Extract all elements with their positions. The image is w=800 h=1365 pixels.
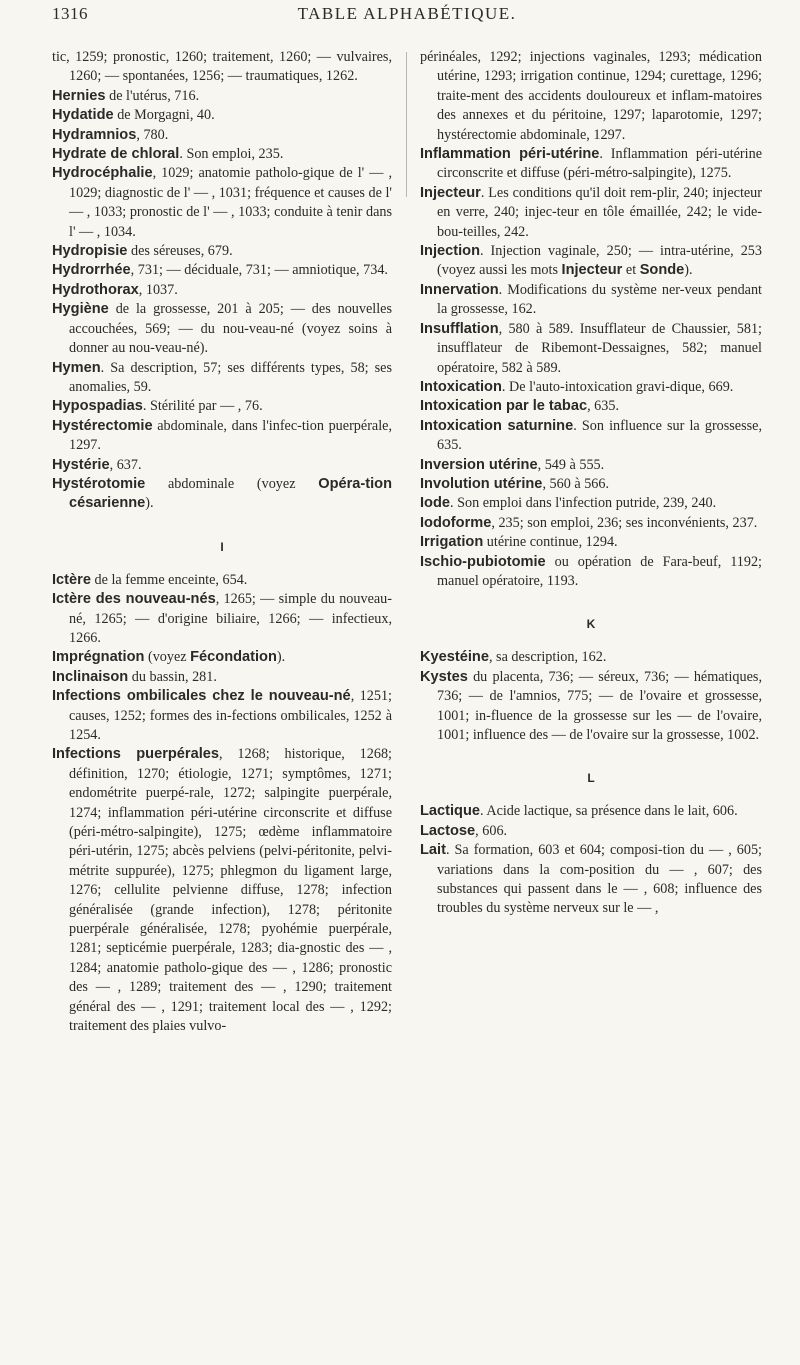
index-entry [52,745,392,1036]
entry-text: ). [145,495,154,512]
entry-term: Kyestéine [420,649,489,666]
index-entry [52,126,392,145]
entry-term: Innervation [420,281,499,298]
index-entry [52,397,392,416]
index-entry [52,668,392,687]
entry-term: Fécondation [190,649,277,666]
entry-text: (voyez [144,649,191,666]
entry-term: Hernies [52,87,106,104]
entry-text: ). [684,262,693,279]
page-header [52,0,762,36]
entry-text: . Son emploi dans l'infection putride, 239, 240. [450,495,717,512]
index-entry [52,359,392,398]
index-entry [420,48,762,145]
entry-term: Lactique [420,803,481,820]
entry-text: , 549 à 555. [537,456,605,473]
index-entry [52,48,392,87]
entry-text: . Sa description, 57; ses différents types, 58; ses anomalies, 59. [69,359,392,395]
index-entry [52,648,392,667]
entry-term: Injecteur [561,262,623,279]
entry-text: des séreuses, 679. [127,243,233,260]
entry-term: Inclinaison [52,668,129,685]
section-letter: L [587,771,595,786]
entry-text: . Modifications du système ner-veux pendant la grossesse, 162. [437,281,762,318]
entry-text: périnéales, 1292; injections vaginales, 1293; médication utérine, 1293; irrigation continue, 1294; curettage, 1296; traite-ment des accidents douloureux et inflam-matoires des annexes et du péritoine, 1297; laparotomie, 1297; hystérectomie abdominale, 1297. [420,49,762,143]
entry-text: . Acide lactique, sa présence dans le lait, 606. [480,803,738,820]
entry-text: abdominale, dans l'infec-tion puerpérale, 1297. [69,417,392,454]
entry-term: Hydrate de chloral [52,146,180,163]
left-column [52,48,392,1037]
index-entry [420,456,762,475]
index-entry [52,87,392,106]
entry-text: tic, 1259; pronostic, 1260; traitement, 1260; — vulvaires, 1260; — spontanées, 1256; — traumatiques, 1262. [52,49,392,85]
entry-text: du placenta, 736; — séreux, 736; — hématiques, 736; — de l'amnios, 775; — de l'ovaire et grossesse, 1001; in-fluence de la grossesse sur les — de l'ovaire, 1001; influence des — de l'ovaire sur la grossesse, 1002. [437,668,762,743]
entry-text: , sa description, 162. [488,649,607,666]
index-entry [420,553,762,592]
index-entry [420,281,762,320]
entry-text: utérine continue, 1294. [483,534,618,551]
entry-term: Involution utérine [420,475,543,492]
section-letter: I [220,539,224,554]
index-entry [52,475,392,514]
entry-text: . Stérilité par — , 76. [142,398,263,415]
index-entry [420,841,762,919]
entry-term: Imprégnation [52,649,145,666]
entry-term: Ictère des nouveau-nés [52,591,216,608]
index-entry [52,281,392,300]
index-entry [52,300,392,358]
index-entry [420,648,762,667]
entry-term: Iodoforme [420,514,492,531]
entry-term: Lactose [420,822,476,839]
entry-text: de l'utérus, 716. [105,87,200,104]
index-entry [52,456,392,475]
entry-term: Injection [420,243,480,260]
entry-term: Inflammation péri-utérine [420,146,600,163]
index-entry [420,145,762,184]
entry-text: et [622,262,640,279]
index-entry [420,242,762,281]
entry-term: Hydropisie [52,243,128,260]
entry-text: , 606. [475,822,508,839]
entry-text: . De l'auto-intoxication gravi-dique, 669. [501,378,734,395]
index-entry [420,320,762,378]
entry-text: , 1265; — simple du nouveau-né, 1265; — d'origine biliaire, 1266; — infectieux, 1266. [69,591,392,646]
entry-text: de la grossesse, 201 à 205; — des nouvelles accouchées, 569; — du nou-veau-né (voyez soins à donner au nou-veau-né). [69,301,392,357]
entry-term: Hydrocéphalie [52,165,153,182]
entry-term: Hymen [52,359,101,376]
entry-term: Opéra-tion césarienne [69,475,392,512]
entry-term: Insufflation [420,320,499,337]
entry-term: Intoxication saturnine [420,417,574,434]
entry-text: . Injection vaginale, 250; — intra-utérine, 253 (voyez aussi les mots [437,243,762,279]
entry-text: . Les conditions qu'il doit rem-plir, 240; injecteur en verre, 240; injec-teur en tôle émaillée, 242; le vide-bou-teilles, 242. [437,184,762,240]
section-letter: K [586,617,596,632]
entry-term: Hystérectomie [52,417,153,434]
entry-term: Hygiène [52,301,109,318]
index-entry [52,106,392,125]
entry-text: ou opération de Fara-beuf, 1192; manuel opératoire, 1193. [437,553,762,589]
entry-term: Hystérie [52,456,110,473]
entry-text: , 731; — déciduale, 731; — amniotique, 734. [130,262,388,279]
entry-text: , 560 à 566. [542,475,610,492]
entry-text: ). [276,649,286,666]
index-entry [420,802,762,821]
entry-term: Irrigation [420,534,484,551]
index-entry [52,590,392,648]
entry-term: Injecteur [420,184,481,201]
right-column [420,48,762,1037]
entry-term: Ictère [52,571,91,588]
entry-term: Kystes [420,668,468,685]
index-entry [52,164,392,242]
entry-term: Intoxication [420,378,502,395]
entry-text: , 235; son emploi, 236; ses inconvénients, 237. [491,514,758,531]
entry-text: . Son emploi, 235. [179,146,284,163]
entry-term: Hypospadias [52,398,143,415]
entry-text: , 780. [136,126,169,143]
index-entry [52,417,392,456]
entry-term: Hydrorrhée [52,262,131,279]
entry-text: . Son influence sur la grossesse, 635. [437,417,762,454]
entry-term: Infections puerpérales [52,746,220,763]
entry-term: Hydrothorax [52,281,139,298]
entry-text: de Morgagni, 40. [113,107,215,124]
index-entry [420,494,762,513]
entry-term: Inversion utérine [420,456,538,473]
entry-term: Ischio-pubiotomie [420,553,546,570]
entry-term: Infections ombilicales chez le nouveau-né [52,688,351,705]
entry-term: Intoxication par le tabac [420,398,588,415]
index-entry [420,475,762,494]
index-entry [420,378,762,397]
index-entry [420,184,762,242]
entry-text: , 1029; anatomie patholo-gique de l' — , 1029; diagnostic de l' — , 1031; fréquence et causes de l' — , 1033; pronostic de l' — , 1033; conduite à tenir dans l' — , 1034. [69,165,392,240]
entry-text: abdominale (voyez [145,475,319,492]
page-number: 1316 [52,4,88,23]
entry-text: . Sa formation, 603 et 604; composi-tion du — , 605; variations dans la com-position du — , 607; des substances qui passent dans le — , 608; influence des troubles du système nerveux sur le — , [437,842,762,917]
index-entry [420,417,762,456]
index-entry [52,571,392,590]
entry-text: , 635. [587,398,619,415]
index-entry [52,242,392,261]
entry-text: , 637. [109,456,142,473]
index-entry [52,261,392,280]
index-entry [420,822,762,841]
entry-term: Iode [420,495,450,512]
entry-text: , 580 à 589. Insufflateur de Chaussier, 581; insufflateur de Ribemont-Dessaignes, 582; manuel opératoire, 582 à 589. [437,320,762,376]
entry-text: , 1268; historique, 1268; définition, 1270; étiologie, 1271; symptômes, 1271; endométrite puerpé-rale, 1272; salpingite puerpérale, 1274; inflammation péri-utérine circonscrite et diffuse (péri-métro-salpingite), 1275; œdème inflammatoire péri-utérin, 1275; abcès pelviens (pelvi-péritonite, pelvi-métrite suppurée), 1275; phlegmon du ligament large, 1276; cellulite pelvienne diffuse, 1278; infection généralisée (grande infection), 1278; péritonite puerpérale généralisée, 1278; pyohémie puerpérale, 1281; septicémie puerpérale, 1283; dia-gnostic des — , 1284; anatomie patholo-gique des — , 1286; pronostic des — , 1289; traitement des — , 1290; traitement général des — , 1291; traitement local des — , 1292; traitement des plaies vulvo- [69,746,392,1035]
index-entry [420,668,762,746]
entry-text: de la femme enceinte, 654. [90,571,248,588]
entry-text: , 1037. [138,281,178,298]
index-entry [52,687,392,745]
entry-text: . Inflammation péri-utérine circonscrite et diffuse (péri-métro-salpingite), 1275. [437,146,762,182]
entry-text: du bassin, 281. [128,668,217,685]
running-head: TABLE ALPHABÉTIQUE. [297,4,517,23]
index-entry [52,145,392,164]
entry-term: Hydramnios [52,126,137,143]
index-entry [420,514,762,533]
entry-term: Lait [420,842,446,859]
index-entry [420,533,762,552]
entry-term: Hystérotomie [52,475,146,492]
entry-term: Sonde [639,262,685,279]
index-entry [420,397,762,416]
entry-text: , 1251; causes, 1252; formes des in-fections ombilicales, 1252 à 1254. [69,688,392,743]
index-columns [52,48,762,1037]
entry-term: Hydatide [52,107,114,124]
